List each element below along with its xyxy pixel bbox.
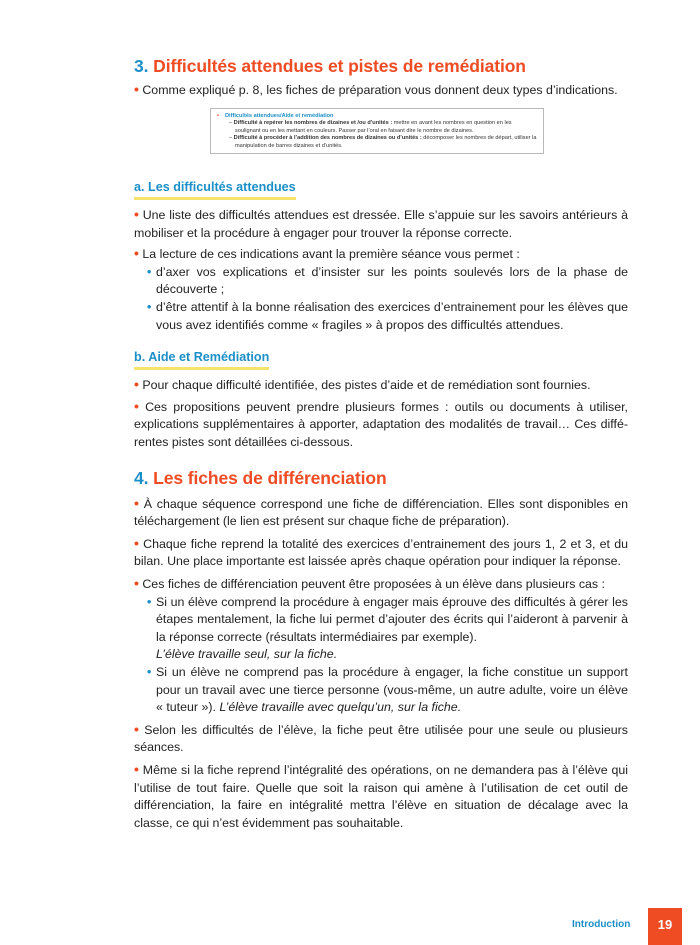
bullet-icon: •: [134, 575, 139, 591]
list-item: • d’axer vos explications et d’insister sur les points soulevés lors de la phase de découverte ;: [147, 264, 628, 297]
bullet-icon: •: [134, 760, 139, 777]
paragraph: • Une liste des difficultés attendues est dressée. Elle s’appuie sur les savoirs antérieurs à mobiliser et la procédure à engager pour trouver la réponse correcte.: [134, 206, 628, 240]
sub-bullet-icon: •: [147, 300, 152, 315]
section-3-title: [134, 54, 628, 78]
section-4-heading: Les fiches de différenciation: [153, 467, 387, 488]
bullet-icon: •: [134, 397, 139, 414]
sample-box-item: – Difficulté à repérer les nombres de dizaines et /ou d’unités : mettre en avant les nombres en question en les soulignant ou en les mettant en couleurs. Passer par l’oral en faisant dire le nombre de dizaines.: [229, 120, 512, 134]
bullet-icon: •: [217, 112, 219, 119]
subsection-b-title: b. Aide et Remédiation: [134, 344, 269, 370]
footer-section-label: Introduction: [572, 919, 631, 930]
sample-preparation-box: [210, 108, 544, 155]
section-4-number: 4.: [134, 467, 149, 488]
bullet-icon: •: [134, 206, 139, 223]
paragraph: • Ces fiches de différenciation peuvent être proposées à un élève dans plusieurs cas :: [134, 575, 605, 591]
sub-bullet-icon: •: [147, 594, 152, 609]
paragraph: • Chaque fiche reprend la totalité des exercices d’entrainement des jours 1, 2 et 3, et du bilan. Une place importante est laissée après chaque opération pour indiquer la réponse.: [134, 534, 628, 569]
section-3-intro: • Comme expliqué p. 8, les fiches de préparation vous donnent deux types d’indications.: [134, 81, 618, 97]
paragraph: • Selon les difficultés de l’élève, la fiche peut être utilisée pour une seule ou plusieurs séances.: [134, 720, 628, 755]
section-3-number: 3.: [134, 56, 149, 76]
paragraph: • Pour chaque difficulté identifiée, des pistes d’aide et de remédiation sont fournies.: [134, 376, 591, 393]
bullet-icon: •: [134, 534, 139, 551]
sub-bullet-icon: •: [147, 264, 152, 279]
paragraph: • La lecture de ces indications avant la première séance vous permet :: [134, 245, 520, 262]
sample-box-title: • Difficultés attendues/Aide et remédiation: [217, 112, 334, 119]
section-4-title: [134, 466, 628, 490]
bullet-icon: •: [134, 245, 139, 262]
subsection-a-title: a. Les difficultés attendues: [134, 174, 296, 200]
bullet-icon: •: [134, 720, 139, 737]
page-number: 19: [648, 908, 682, 945]
bullet-icon: •: [134, 494, 139, 511]
list-item: • d’être attentif à la bonne réalisation des exercices d’entrainement pour les élèves que vous avez identifiés comme « fragiles » à propos des difficultés attendues.: [147, 300, 628, 332]
page-content: [134, 50, 628, 832]
sample-box-item: – Difficulté à procéder à l’addition des nombres de dizaines ou d’unités : décomposer les nombres de départ, utiliser la manipulation de barres dizaines et d’unités.: [229, 135, 537, 149]
paragraph: • À chaque séquence correspond une fiche de différenciation. Elles sont disponibles en téléchargement (le lien est présent sur chaque fiche de préparation).: [134, 494, 628, 529]
list-item: • Si un élève comprend la procédure à engager mais éprouve des difficultés à gérer les étapes mentalement, la fiche lui permet d’ajouter des écrits qui l’aideront à parvenir à la réponse correcte (résultats intermédiaires par exemple). L’élève travaille seul, sur la fiche.: [147, 594, 628, 662]
sub-bullet-icon: •: [147, 664, 152, 679]
bullet-icon: •: [134, 376, 139, 393]
section-3-heading: Difficultés attendues et pistes de remédiation: [153, 56, 526, 76]
paragraph: • Même si la fiche reprend l’intégralité des opérations, on ne demandera pas à l’élève qui l’utilise de tout faire. Quelle que soit la raison qui amène à l’utilisation de cet outil de différenciation, la faire en intégralité mettra l’élève en situation de décalage avec la classe, ce qui n’est évidemment pas souhaitable.: [134, 760, 628, 830]
paragraph: • Ces propositions peuvent prendre plusieurs formes : outils ou documents à utiliser, explications supplémentaires à apporter, adaptation des modalités de travail… Ces diffé-rentes pistes sont détaillées ci-dessous.: [134, 397, 628, 450]
list-item: • Si un élève ne comprend pas la procédure à engager, la fiche constitue un support pour un travail avec une tierce personne (vous-même, un autre adulte, voire un élève « tuteur »). L’élève travaille avec quelqu’un, sur la fiche.: [147, 664, 628, 715]
bullet-icon: •: [134, 81, 139, 97]
